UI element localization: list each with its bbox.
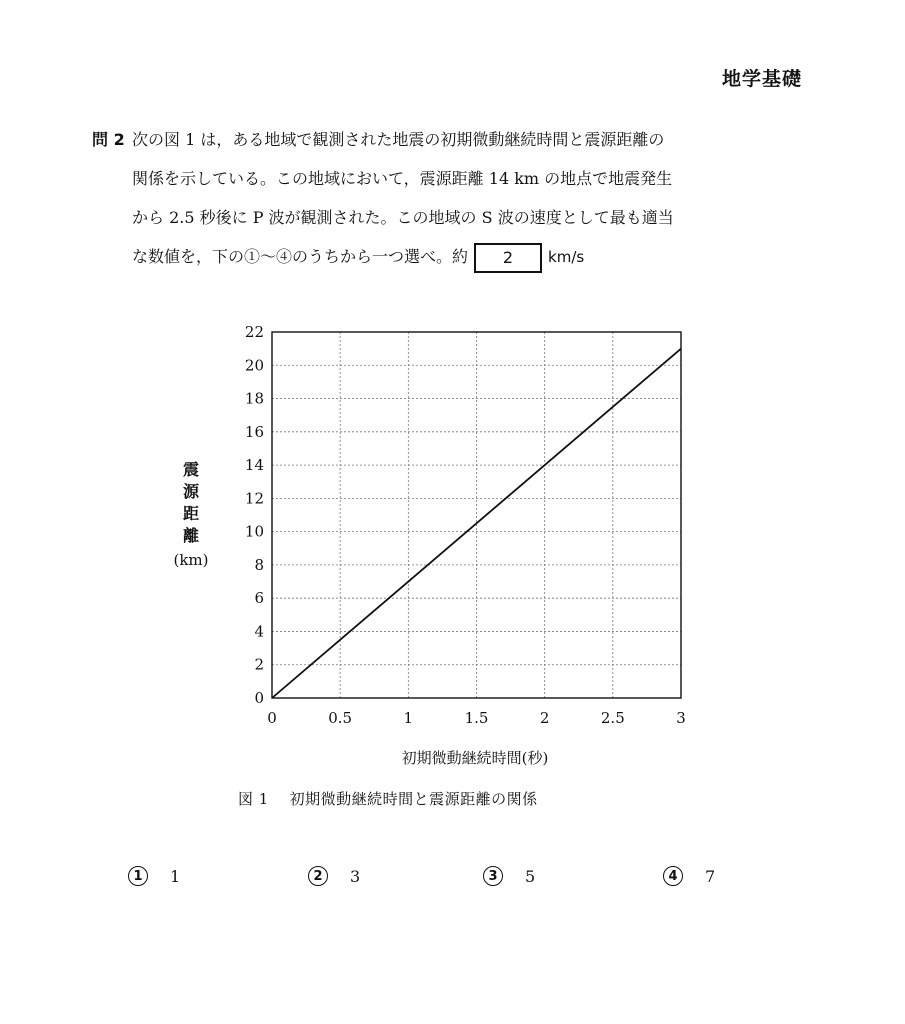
answer-choices: [128, 866, 778, 890]
y-tick-label-10: 20: [244, 356, 264, 375]
x-tick-label-6: 3: [676, 709, 686, 727]
chart-x-label: 初期微動継続時間(秒): [401, 749, 549, 767]
x-tick-label-0: 0: [267, 709, 277, 727]
y-label-char-0: 震: [182, 460, 200, 479]
question-line-2: 関係を示している。この地域において，震源距離 14 km の地点で地震発生: [132, 169, 673, 188]
choice-2-mark: 2: [308, 866, 328, 886]
y-tick-label-7: 14: [244, 456, 264, 475]
figure-chart: [150, 315, 710, 775]
x-tick-label-3: 1.5: [464, 709, 489, 727]
y-tick-label-9: 18: [244, 389, 264, 408]
y-tick-label-5: 10: [244, 522, 264, 541]
y-tick-label-11: 22: [244, 323, 264, 341]
x-tick-label-2: 1: [403, 709, 414, 727]
choice-2[interactable]: [308, 866, 360, 886]
chart-y-label: [183, 460, 200, 545]
choice-1-mark: 1: [128, 866, 148, 886]
question-line-1: 次の図 1 は，ある地域で観測された地震の初期微動継続時間と震源距離の: [132, 130, 665, 149]
choice-1-value: 1: [170, 866, 181, 886]
y-label-char-1: 源: [182, 482, 200, 501]
chart-grid: [272, 332, 681, 698]
figure-caption: 図 1 初期微動継続時間と震源距離の関係: [238, 790, 538, 808]
x-tick-label-5: 2.5: [600, 709, 625, 727]
question-block: [92, 120, 812, 276]
choice-1[interactable]: [128, 866, 180, 886]
choice-3-mark: 3: [483, 866, 503, 886]
subject-title: 地学基礎: [721, 68, 802, 90]
y-label-char-3: 離: [182, 526, 200, 545]
y-tick-label-4: 8: [254, 555, 264, 574]
y-tick-label-2: 4: [254, 622, 264, 641]
chart-y-label-unit: (km): [173, 551, 209, 569]
choice-4-mark: 4: [663, 866, 683, 886]
y-label-char-2: 距: [182, 504, 200, 523]
plot-frame: [272, 332, 681, 698]
choice-4[interactable]: [663, 866, 715, 886]
question-line-4-text: な数値を，下の①～④のうちから一つ選べ。約: [132, 247, 469, 266]
question-line-3: から 2.5 秒後に P 波が観測された。この地域の S 波の速度として最も適当: [132, 208, 674, 227]
y-tick-label-3: 6: [254, 589, 264, 608]
chart-tick-labels: [245, 323, 686, 727]
y-tick-label-0: 0: [254, 689, 264, 707]
choice-4-value: 7: [705, 866, 716, 886]
answer-unit: km/s: [548, 248, 585, 266]
x-tick-label-4: 2: [539, 709, 550, 727]
y-tick-label-8: 16: [244, 422, 264, 441]
chart-axes: [272, 332, 681, 698]
y-tick-label-1: 2: [254, 655, 264, 674]
question-number: 問 2: [92, 130, 125, 149]
x-tick-label-1: 0.5: [328, 709, 353, 727]
choice-2-value: 3: [350, 866, 361, 886]
answer-box[interactable]: 2: [474, 243, 542, 273]
question-line-4: [132, 237, 812, 276]
y-tick-label-6: 12: [244, 489, 264, 508]
choice-3[interactable]: [483, 866, 535, 886]
choice-3-value: 5: [525, 866, 536, 886]
